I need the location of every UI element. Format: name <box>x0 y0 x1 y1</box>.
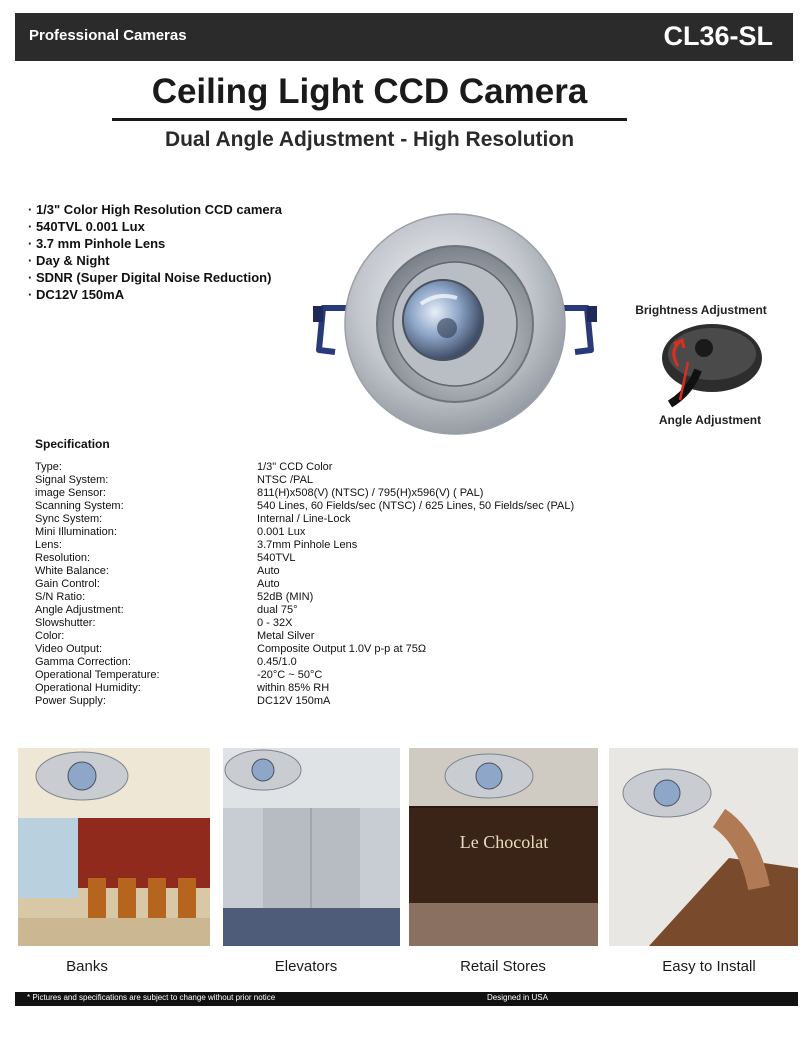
spec-key: Gain Control: <box>35 578 100 590</box>
store-sign: Le Chocolat <box>459 832 549 852</box>
scene-label-elevators: Elevators <box>274 958 338 975</box>
spec-value: NTSC /PAL <box>257 474 314 486</box>
spec-key: Mini Illumination: <box>35 526 117 538</box>
spec-heading: Specification <box>35 437 110 451</box>
spec-value: 540 Lines, 60 Fields/sec (NTSC) / 625 Lines, 50 Fields/sec (PAL) <box>257 500 575 512</box>
spec-table <box>35 461 574 708</box>
spec-value: Composite Output 1.0V p-p at 75Ω <box>257 643 427 655</box>
spec-value: dual 75° <box>257 604 298 616</box>
spec-row <box>35 682 574 695</box>
spec-row <box>35 565 574 578</box>
spec-value: 1/3" CCD Color <box>257 461 333 473</box>
designed-in-credit: Designed in USA <box>487 993 548 1002</box>
spec-value: Metal Silver <box>257 630 315 642</box>
spec-key: Operational Humidity: <box>35 682 141 694</box>
spec-key: Scanning System: <box>35 500 124 512</box>
spec-key: White Balance: <box>35 565 109 577</box>
feature-list <box>28 201 282 303</box>
spec-row <box>35 500 574 513</box>
spec-key: Signal System: <box>35 474 109 486</box>
spec-key: Video Output: <box>35 643 103 655</box>
spec-row <box>35 630 574 643</box>
adjustment-detail-photo <box>630 300 772 430</box>
spec-row <box>35 513 574 526</box>
spec-value: DC12V 150mA <box>257 695 331 707</box>
page-subtitle: Dual Angle Adjustment - High Resolution <box>164 128 575 151</box>
spec-row <box>35 604 574 617</box>
scene-photo-install <box>609 748 798 946</box>
spec-key: image Sensor: <box>35 487 106 499</box>
feature-item: · 3.7 mm Pinhole Lens <box>28 235 282 252</box>
spec-key: S/N Ratio: <box>35 591 86 603</box>
spec-key: Type: <box>35 461 62 473</box>
spec-row <box>35 461 574 474</box>
feature-item: · 1/3" Color High Resolution CCD camera <box>28 201 282 218</box>
spec-row <box>35 695 574 708</box>
spec-row <box>35 539 574 552</box>
spec-value: 3.7mm Pinhole Lens <box>257 539 358 551</box>
spec-value: 540TVL <box>257 552 296 564</box>
spec-row <box>35 617 574 630</box>
spec-value: within 85% RH <box>257 682 330 694</box>
spec-value: 0 - 32X <box>257 617 293 629</box>
spec-row <box>35 526 574 539</box>
spec-row <box>35 578 574 591</box>
scene-photo-retail-stores <box>409 748 598 946</box>
spec-key: Sync System: <box>35 513 103 525</box>
angle-adjustment-label: Angle Adjustment <box>658 413 762 427</box>
spec-key: Lens: <box>35 539 62 551</box>
scene-label-install: Easy to Install <box>662 958 756 975</box>
scene-photo-elevators <box>223 748 400 946</box>
spec-row <box>35 591 574 604</box>
feature-item: · Day & Night <box>28 252 282 269</box>
spec-key: Color: <box>35 630 65 642</box>
spec-value: -20°C ~ 50°C <box>257 669 323 681</box>
brightness-adjustment-label: Brightness Adjustment <box>635 303 767 317</box>
feature-item: · DC12V 150mA <box>28 286 282 303</box>
spec-key: Slowshutter: <box>35 617 96 629</box>
title-underline <box>112 118 627 121</box>
spec-value: Auto <box>257 578 280 590</box>
header-bar <box>15 13 793 61</box>
scene-label-retail-stores: Retail Stores <box>460 958 546 975</box>
spec-value: 52dB (MIN) <box>257 591 314 603</box>
disclaimer-note: * Pictures and specifications are subject to change without prior notice <box>27 993 276 1002</box>
spec-row <box>35 474 574 487</box>
model-number: CL36-SL <box>663 21 773 51</box>
spec-key: Angle Adjustment: <box>35 604 124 616</box>
product-photo <box>305 212 605 437</box>
spec-value: 0.45/1.0 <box>257 656 297 668</box>
scene-label-banks: Banks <box>66 958 108 975</box>
spec-row <box>35 487 574 500</box>
spec-value: 0.001 Lux <box>257 526 306 538</box>
spec-row <box>35 552 574 565</box>
spec-row <box>35 643 574 656</box>
spec-key: Operational Temperature: <box>35 669 160 681</box>
footer-bar <box>15 992 798 1006</box>
spec-row <box>35 669 574 682</box>
spec-row <box>35 656 574 669</box>
feature-item: · SDNR (Super Digital Noise Reduction) <box>28 269 282 286</box>
spec-value: 811(H)x508(V) (NTSC) / 795(H)x596(V) ( PAL) <box>257 487 484 499</box>
spec-key: Resolution: <box>35 552 91 564</box>
spec-value: Internal / Line-Lock <box>257 513 351 525</box>
spec-key: Power Supply: <box>35 695 106 707</box>
spec-value: Auto <box>257 565 280 577</box>
spec-key: Gamma Correction: <box>35 656 131 668</box>
category-label: Professional Cameras <box>29 27 187 44</box>
scene-photo-banks <box>18 748 210 946</box>
feature-item: · 540TVL 0.001 Lux <box>28 218 282 235</box>
page-title: Ceiling Light CCD Camera <box>151 72 588 111</box>
